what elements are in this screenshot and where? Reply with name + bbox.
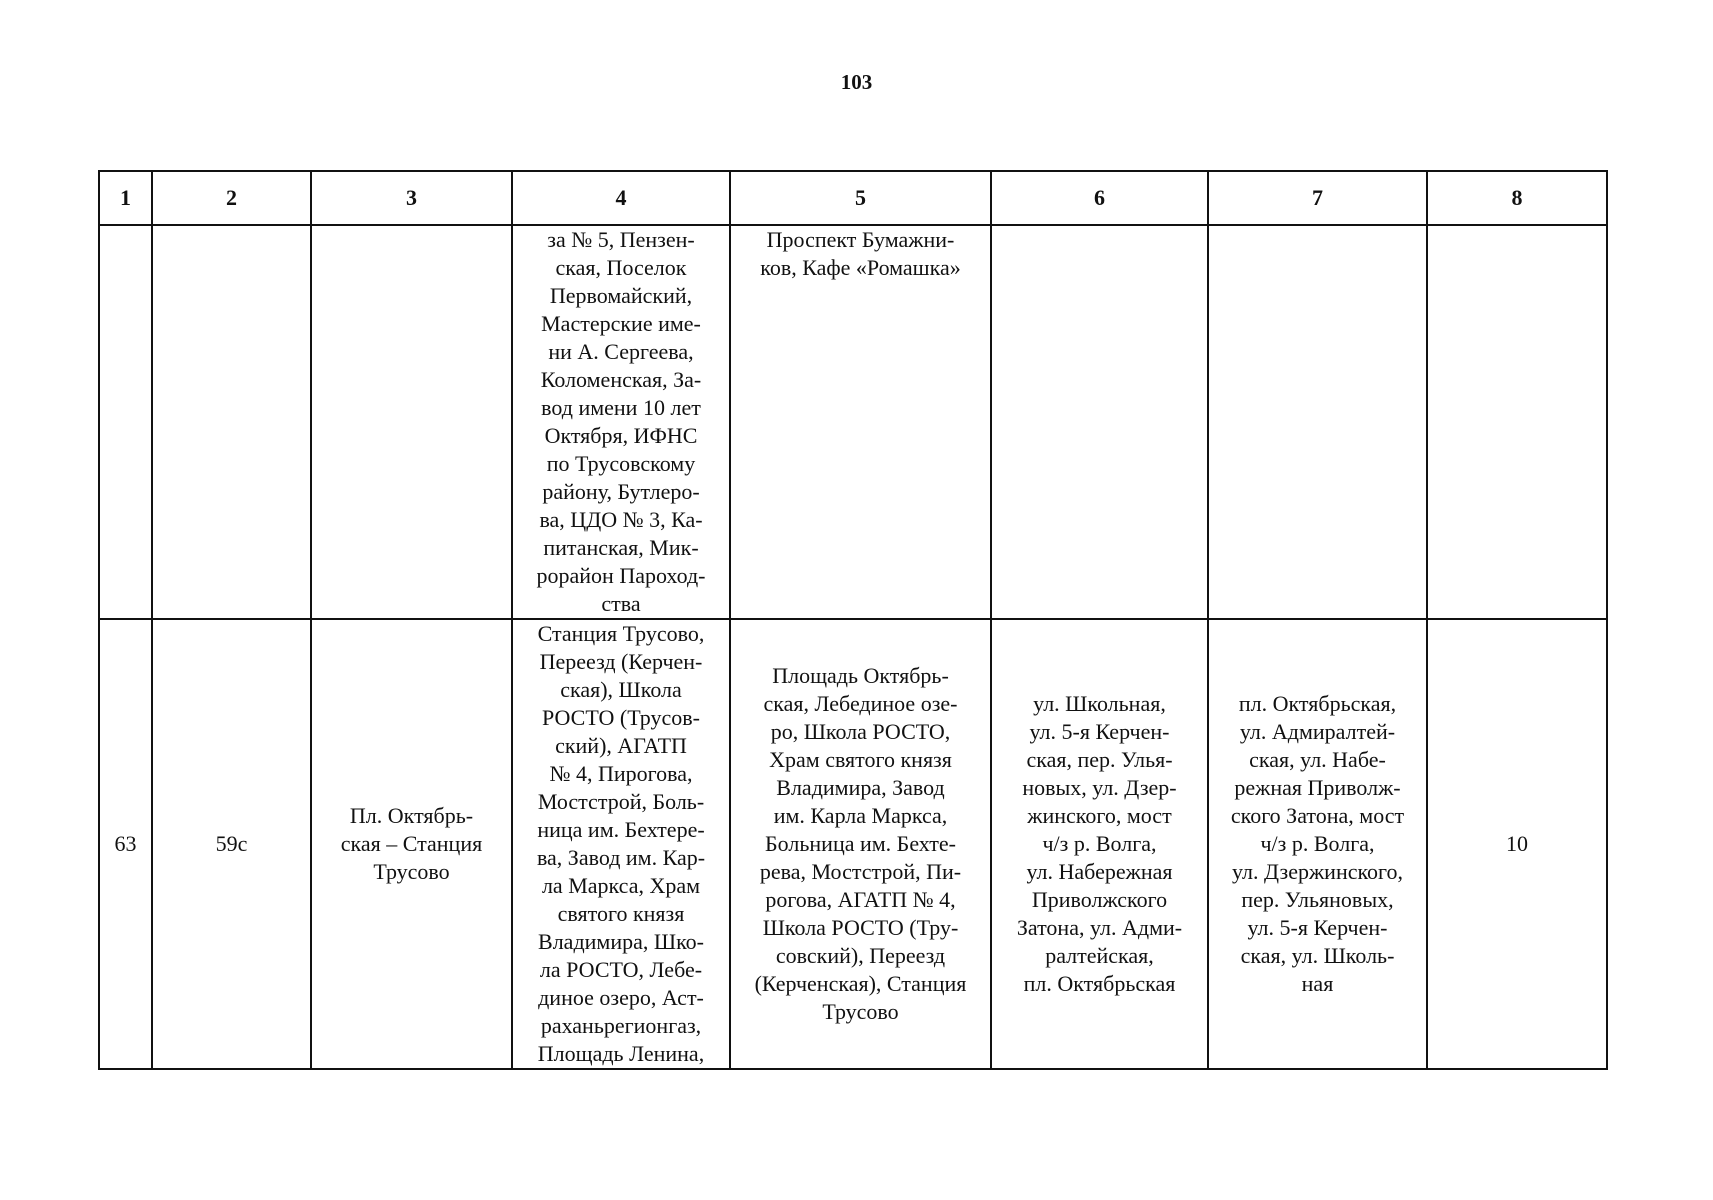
cell-streets-forward (991, 225, 1208, 619)
cell-streets-backward: пл. Октябрьская, ул. Адмиралтей- ская, ул. Набе- режная Приволж- ского Затона, мост ч/з р. Волга, ул. Дзержинского, пер. Ульяновых, ул. 5-я Керчен- ская, ул. Школь- ная (1208, 619, 1427, 1069)
header-col-4: 4 (512, 171, 730, 225)
header-col-7: 7 (1208, 171, 1427, 225)
cell-stops-forward: Станция Трусово, Переезд (Керчен- ская), Школа РОСТО (Трусов- ский), АГАТП № 4, Пирогова, Мостстрой, Боль- ница им. Бехтере- ва, Завод им. Кар- ла Маркса, Храм святого князя Владимира, Шко- ла РОСТО, Лебе- диное озеро, Аст- раханьрегионгаз, Площадь Ленина, (512, 619, 730, 1069)
header-col-8: 8 (1427, 171, 1607, 225)
page-number: 103 (840, 70, 873, 94)
cell-route-number: 59с (152, 619, 311, 1069)
cell-route-name (311, 225, 512, 619)
cell-number (99, 225, 152, 619)
table-row (99, 225, 1607, 619)
cell-streets-backward (1208, 225, 1427, 619)
header-col-6: 6 (991, 171, 1208, 225)
header-col-2: 2 (152, 171, 311, 225)
header-col-1: 1 (99, 171, 152, 225)
cell-length: 10 (1427, 619, 1607, 1069)
cell-stops-forward: за № 5, Пензен- ская, Поселок Первомайский, Мастерские име- ни А. Сергеева, Коломенская, За- вод имени 10 лет Октября, ИФНС по Трусовскому району, Бутлеро- ва, ЦДО № 3, Ка- питанская, Мик- рорайон Пароход- ства (512, 225, 730, 619)
header-col-3: 3 (311, 171, 512, 225)
header-col-5: 5 (730, 171, 991, 225)
cell-length (1427, 225, 1607, 619)
route-table (98, 170, 1608, 1070)
cell-streets-forward: ул. Школьная, ул. 5-я Керчен- ская, пер. Улья- новых, ул. Дзер- жинского, мост ч/з р. Волга, ул. Набережная Приволжского Затона, ул. Адми- ралтейская, пл. Октябрьская (991, 619, 1208, 1069)
cell-number: 63 (99, 619, 152, 1069)
cell-stops-backward: Площадь Октябрь- ская, Лебединое озе- ро, Школа РОСТО, Храм святого князя Владимира, Завод им. Карла Маркса, Больница им. Бехте- рева, Мостстрой, Пи- рогова, АГАТП № 4, Школа РОСТО (Тру- совский), Переезд (Керченская), Станция Трусово (730, 619, 991, 1069)
cell-route-name: Пл. Октябрь- ская – Станция Трусово (311, 619, 512, 1069)
cell-stops-backward: Проспект Бумажни- ков, Кафе «Ромашка» (730, 225, 991, 619)
table-row (99, 619, 1607, 1069)
header-row (99, 171, 1607, 225)
cell-route-number (152, 225, 311, 619)
